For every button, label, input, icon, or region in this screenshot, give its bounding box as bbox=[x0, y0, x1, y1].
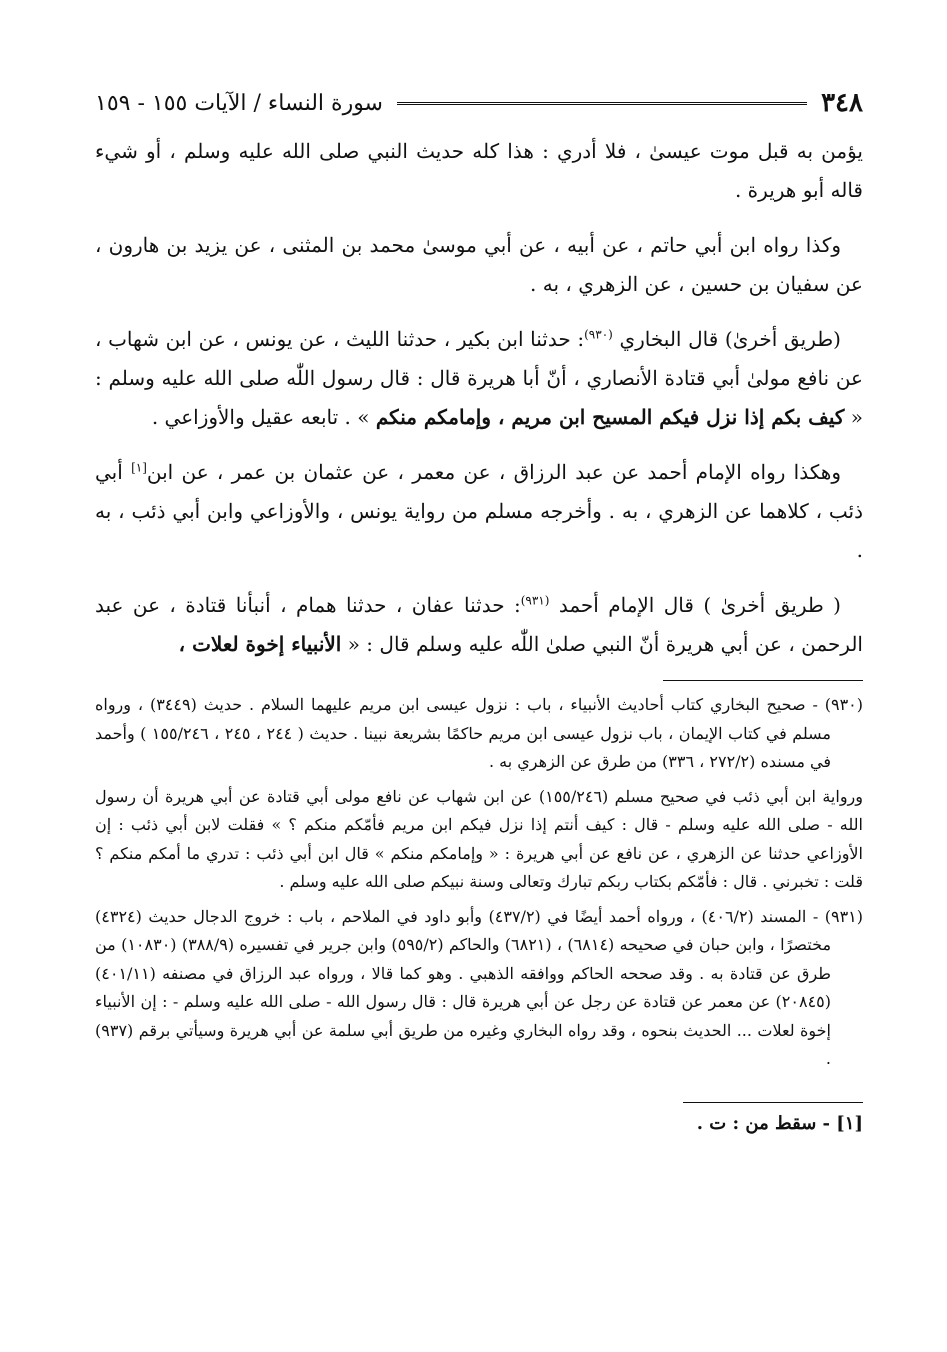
page-number: ٣٤٨ bbox=[821, 88, 863, 118]
running-title: سورة النساء / الآيات ١٥٥ - ١٥٩ bbox=[95, 90, 383, 116]
paragraph-4 bbox=[95, 453, 863, 570]
paragraph-4-start: وهكذا رواه الإمام أحمد عن عبد الرزاق ، عن معمر ، عن عثمان بن عمر ، عن ابن bbox=[146, 460, 841, 484]
footnote-930-continued: ورواية ابن أبي ذئب في صحيح مسلم (١٥٥/٢٤٦) عن ابن شهاب عن نافع مولى أبي قتادة عن أبي هريرة أن رسول الله - صلى الله عليه وسلم - قال : كيف أنتم إذا نزل فيكم ابن مريم فأمّكم منكم ؟ » فقلت لابن أبي ذئب : إن الأوزاعي حدثنا عن الزهري ، عن نافع عن أبي هريرة : « وإمامكم منكم » قال ابن أبي ذئب : تدري ما أمكم منكم ؟ قلت : تخبرني . قال : فأمّكم بكتاب ربكم تبارك وتعالى وسنة نبيكم صلى الله عليه وسلم . bbox=[95, 786, 864, 891]
footnote-ref-931: (٩٣١) bbox=[520, 593, 550, 608]
paragraph-4-end: أبي ذئب ، كلاهما عن الزهري ، به . وأخرجه مسلم من رواية يونس ، والأوزاعي وابن أبي ذئب ، به . bbox=[95, 460, 863, 562]
hadith-text-bold-2: الأنبياء إخوة لعلات ، bbox=[178, 632, 342, 656]
edition-note: [١] - سقط من : ت . bbox=[696, 1112, 863, 1134]
footnote-ref-930: (٩٣٠) bbox=[584, 327, 613, 342]
paragraph-3-start: (طريق أخرىٰ) قال البخاري bbox=[619, 327, 841, 351]
page-header bbox=[95, 80, 863, 126]
edition-note-ref-1: [١] bbox=[131, 460, 147, 475]
paragraph-3-end: » . تابعه عقيل والأوزاعي . bbox=[151, 405, 376, 429]
footnote-931: (٩٣١) - المسند (٤٠٦/٢) ، ورواه أحمد أيضًا في (٤٣٧/٢) وأبو داود في الملاحم ، باب : خروج الدجال حديث (٤٣٢٤) مختصرًا ، وابن حبان في صحيحه (٦٨١٤) ، (٦٨٢١) والحاكم (٥٩٥/٢) وابن جرير في تفسيره (٣٨٨/٩) (١٠٨٣٠) من طرق عن قتادة به . وقد صححه الحاكم ووافقه الذهبي . وهو كما قالا ، ورواه عبد الرزاق في مصنفه (٤٠١/١١) (٢٠٨٤٥) عن معمر عن قتادة عن رجل عن أبي هريرة قال : قال رسول الله - صلى الله عليه وسلم - : إن الأنبياء إخوة لعلات ... الحديث بنحوه ، وقد رواه البخاري وغيره من طريق أبي سلمة عن أبي هريرة وسيأتي برقم (٩٣٧) . bbox=[95, 906, 863, 1068]
paragraph-3 bbox=[95, 320, 863, 437]
paragraph-3-middle: : حدثنا ابن بكير ، حدثنا الليث ، عن يونس ، عن ابن شهاب ، عن نافع مولىٰ أبي قتادة الأنصاري ، أنّ أبا هريرة قال : قال رسول اللّٰه صلى الله عليه وسلم : « bbox=[95, 327, 863, 429]
paragraph-5-start: ( طريق أخرىٰ ) قال الإمام أحمد bbox=[558, 593, 841, 617]
main-text bbox=[95, 132, 863, 664]
page bbox=[95, 80, 863, 1134]
hadith-text-bold: كيف بكم إذا نزل فيكم المسيح ابن مريم ، وإمامكم منكم bbox=[375, 405, 845, 429]
edition-note-separator bbox=[683, 1102, 863, 1103]
paragraph-2: وكذا رواه ابن أبي حاتم ، عن أبيه ، عن أبي موسىٰ محمد بن المثنى ، عن يزيد بن هارون ، عن سفيان بن حسين ، عن الزهري ، به . bbox=[95, 233, 863, 296]
footnote-930: (٩٣٠) - صحيح البخاري كتاب أحاديث الأنبياء ، باب : نزول عيسى ابن مريم عليهما السلام . حديث (٣٤٤٩) ، ورواه مسلم في كتاب الإيمان ، باب نزول عيسى ابن مريم حاكمًا بشريعة نبينا . حديث ( ٢٤٤ ، ٢٤٥ ، ١٥٥/٢٤٦ ) وأحمد في مسنده (٢٧٢/٢ ، ٣٣٦) من طرق عن الزهري به . bbox=[95, 695, 864, 771]
paragraph-5-middle: : حدثنا عفان ، حدثنا همام ، أنبأنا قتادة ، عن عبد الرحمن ، عن أبي هريرة أنّ النبي صلىٰ اللّٰه عليه وسلم قال : « bbox=[95, 593, 863, 656]
paragraph-5 bbox=[95, 586, 863, 664]
header-rule bbox=[397, 102, 807, 105]
footnote-separator bbox=[663, 680, 863, 681]
footnotes bbox=[95, 691, 863, 1074]
paragraph-1: يؤمن به قبل موت عيسىٰ ، فلا أدري : هذا كله حديث النبي صلى الله عليه وسلم ، أو شيء قاله أبو هريرة . bbox=[95, 139, 864, 202]
